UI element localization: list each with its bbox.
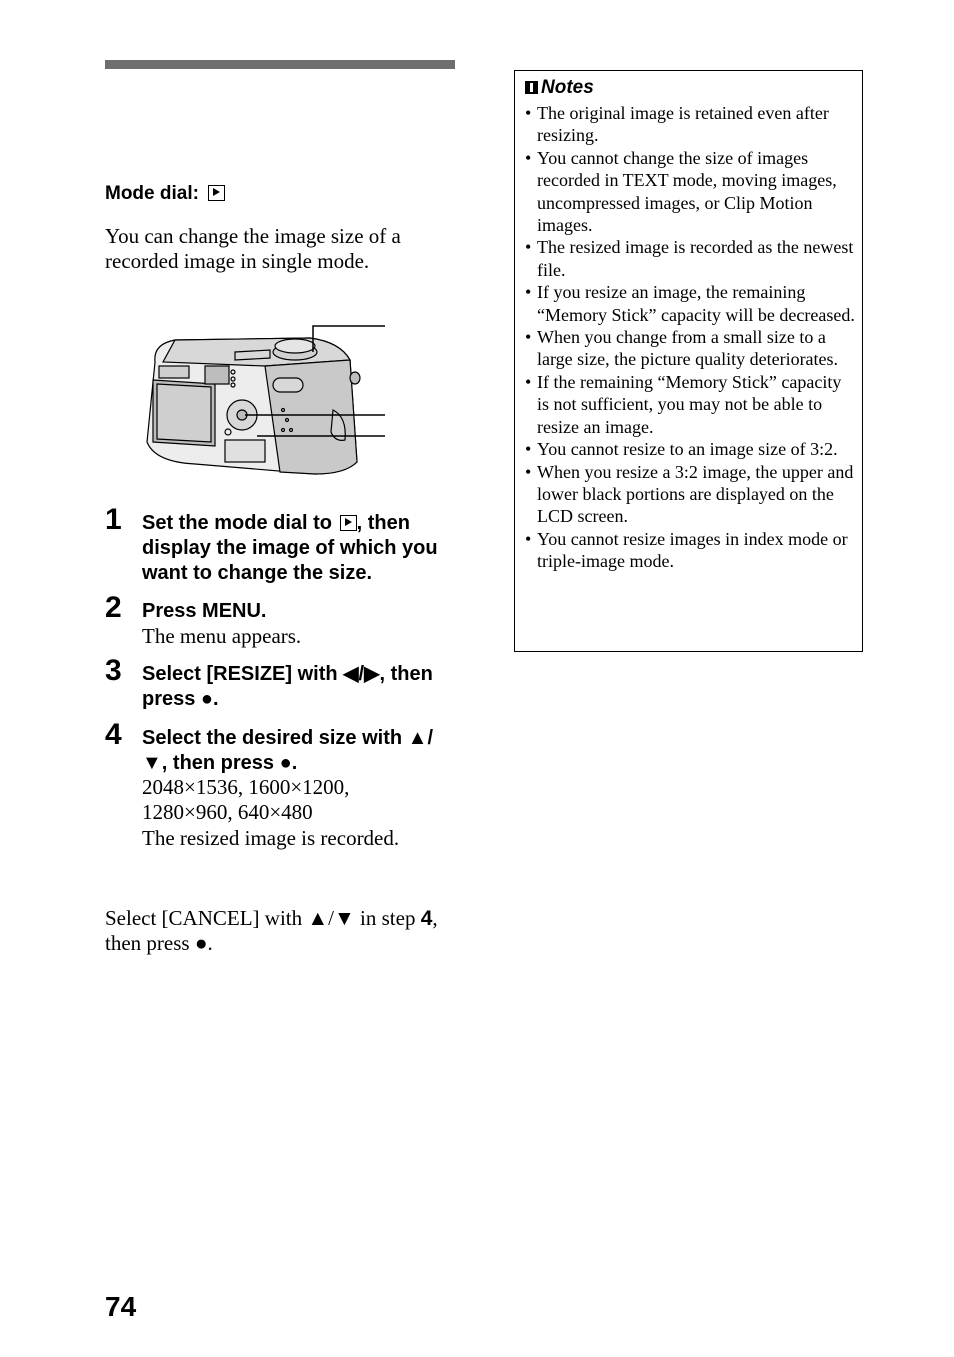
step-2-instruction: Press MENU.	[142, 600, 267, 622]
note-item: • When you resize a 3:2 image, the upper and lower black portions are displayed on the LCD screen.	[525, 461, 855, 528]
note-item: • When you change from a small size to a large size, the picture quality deteriorates.	[525, 326, 855, 371]
cancel-instruction	[105, 906, 475, 956]
note-item: • If the remaining “Memory Stick” capacity is not sufficient, you may not be able to resize an image.	[525, 371, 855, 438]
step-3-instruction: Select [RESIZE] with ◀/▶, then press ●.	[142, 663, 433, 710]
step-1-text-b: , then display the image of which you want to change the size.	[142, 512, 438, 584]
cancel-step-ref: 4	[420, 907, 433, 930]
step-4-number: 4	[105, 718, 122, 751]
notes-box	[514, 70, 863, 652]
intro-text: You can change the image size of a recorded image in single mode.	[105, 224, 401, 273]
note-item: • You cannot resize to an image size of 3:2.	[525, 438, 855, 460]
play-icon	[208, 185, 225, 201]
note-item: • If you resize an image, the remaining “Memory Stick” capacity will be decreased.	[525, 281, 855, 326]
mode-dial-label: Mode dial:	[105, 183, 199, 204]
note-item: • You cannot resize images in index mode or triple-image mode.	[525, 528, 855, 573]
note-icon	[525, 81, 538, 94]
step-4-instruction: Select the desired size with ▲/▼, then press ●.	[142, 727, 433, 774]
camera-illustration	[135, 322, 385, 482]
cancel-text-b: , then press ●.	[105, 906, 438, 955]
notes-title: Notes	[541, 77, 594, 98]
step-3-number: 3	[105, 654, 122, 687]
note-item: • The original image is retained even after resizing.	[525, 102, 855, 147]
step-1-text-a: Set the mode dial to	[142, 512, 338, 534]
cancel-text-a: Select [CANCEL] with ▲/▼ in step	[105, 906, 421, 930]
notes-heading	[525, 77, 594, 99]
note-item: • The resized image is recorded as the newest file.	[525, 236, 855, 281]
step-4-sizes-line-2: 1280×960, 640×480	[142, 800, 313, 824]
section-header-bar	[105, 60, 455, 69]
notes-list	[525, 102, 855, 573]
note-item: • You cannot change the size of images recorded in TEXT mode, moving images, uncompressed images, or Clip Motion images.	[525, 147, 855, 237]
step-4-sizes-line-1: 2048×1536, 1600×1200,	[142, 775, 350, 799]
step-1-number: 1	[105, 503, 122, 536]
step-2-number: 2	[105, 591, 122, 624]
play-icon	[340, 515, 357, 531]
step-2-result: The menu appears.	[142, 624, 302, 648]
step-4-result: The resized image is recorded.	[142, 826, 400, 850]
step-1-instruction	[142, 511, 472, 586]
mode-dial-line	[105, 182, 225, 206]
page-number: 74	[105, 1291, 137, 1322]
